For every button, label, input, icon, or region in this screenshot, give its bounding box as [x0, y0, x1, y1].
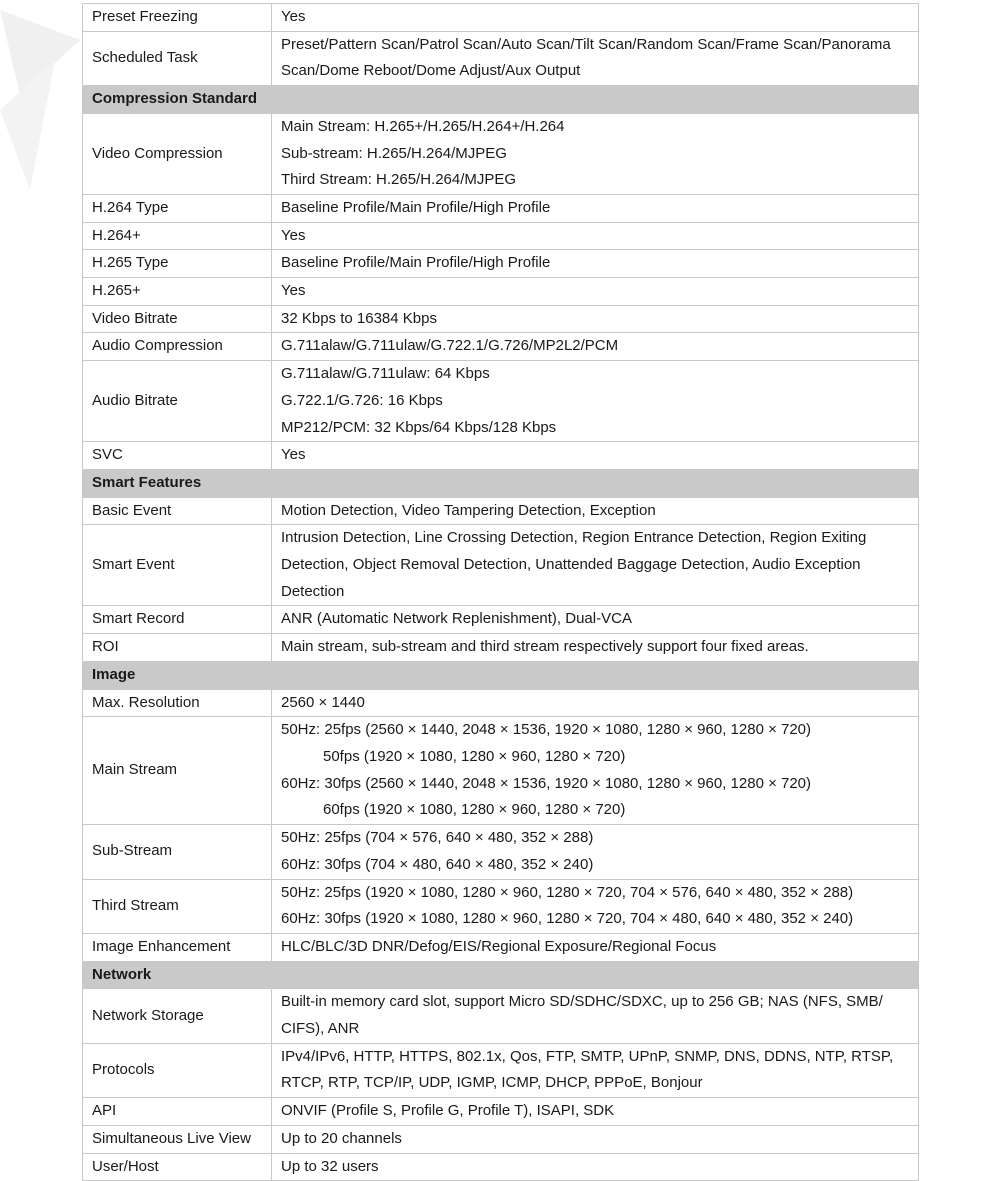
spec-label: Main Stream: [83, 717, 272, 825]
spec-row: [83, 4, 919, 32]
spec-row: [83, 825, 919, 879]
spec-value: [272, 1043, 919, 1097]
spec-value: [272, 989, 919, 1043]
spec-value-line: 32 Kbps to 16384 Kbps: [281, 309, 437, 327]
spec-value: [272, 1153, 919, 1181]
spec-row: [83, 333, 919, 361]
spec-value-line: Yes: [281, 446, 306, 464]
spec-value: [272, 305, 919, 333]
section-header: [83, 469, 919, 497]
spec-row: [83, 497, 919, 525]
spec-row: [83, 933, 919, 961]
spec-label: ROI: [83, 634, 272, 662]
spec-label: Network Storage: [83, 989, 272, 1043]
spec-value: [272, 879, 919, 933]
spec-value: [272, 31, 919, 85]
watermark-logo: [0, 0, 90, 200]
spec-value-line: Built-in memory card slot, support Micro SD/SDHC/SDXC, up to 256 GB; NAS (NFS, SMB/ CIFS), ANR: [281, 993, 883, 1038]
spec-table-body: [83, 4, 919, 1181]
spec-value: [272, 606, 919, 634]
section-title: Compression Standard: [83, 86, 919, 114]
spec-label: API: [83, 1098, 272, 1126]
spec-row: [83, 361, 919, 442]
spec-row: [83, 1153, 919, 1181]
spec-value-line: Up to 20 channels: [281, 1129, 402, 1147]
spec-row: [83, 879, 919, 933]
spec-value-line: Yes: [281, 226, 306, 244]
spec-value: [272, 525, 919, 606]
spec-value-line: 50fps (1920 × 1080, 1280 × 960, 1280 × 720): [323, 747, 626, 765]
spec-label: Video Compression: [83, 113, 272, 194]
spec-value: [272, 689, 919, 717]
spec-value: [272, 113, 919, 194]
spec-table: [82, 3, 919, 1181]
spec-value-line: 60fps (1920 × 1080, 1280 × 960, 1280 × 720): [323, 801, 626, 819]
spec-value-line: Baseline Profile/Main Profile/High Profile: [281, 254, 551, 272]
spec-value: [272, 497, 919, 525]
spec-row: [83, 606, 919, 634]
spec-value: [272, 1098, 919, 1126]
spec-value-line: ANR (Automatic Network Replenishment), Dual-VCA: [281, 610, 632, 628]
spec-value-line: Motion Detection, Video Tampering Detection, Exception: [281, 501, 656, 519]
section-header: [83, 961, 919, 989]
spec-value: [272, 933, 919, 961]
spec-row: [83, 634, 919, 662]
section-title: Smart Features: [83, 469, 919, 497]
spec-value-line: Main Stream: H.265+/H.265/H.264+/H.264: [281, 117, 565, 135]
spec-label: H.264 Type: [83, 194, 272, 222]
spec-row: [83, 250, 919, 278]
spec-label: H.264+: [83, 222, 272, 250]
spec-value-line: Intrusion Detection, Line Crossing Detection, Region Entrance Detection, Region Exiting Detection, Object Removal Detection, Unattended Baggage Detection, Audio Exception Detection: [281, 529, 867, 600]
spec-value: [272, 361, 919, 442]
spec-label: Basic Event: [83, 497, 272, 525]
spec-value-line: Yes: [281, 282, 306, 300]
spec-value-line: 60Hz: 30fps (1920 × 1080, 1280 × 960, 1280 × 720, 704 × 480, 640 × 480, 352 × 240): [281, 910, 854, 928]
spec-label: Max. Resolution: [83, 689, 272, 717]
spec-value-line: Up to 32 users: [281, 1157, 379, 1175]
spec-row: [83, 1043, 919, 1097]
spec-value-line: Preset/Pattern Scan/Patrol Scan/Auto Scan/Tilt Scan/Random Scan/Frame Scan/Panorama Scan/Dome Reboot/Dome Adjust/Aux Output: [281, 35, 891, 80]
spec-label: Simultaneous Live View: [83, 1125, 272, 1153]
spec-row: [83, 194, 919, 222]
spec-label: Image Enhancement: [83, 933, 272, 961]
spec-value-line: Yes: [281, 8, 306, 25]
spec-value: [272, 250, 919, 278]
spec-label: Video Bitrate: [83, 305, 272, 333]
spec-value: [272, 194, 919, 222]
spec-value-line: HLC/BLC/3D DNR/Defog/EIS/Regional Exposure/Regional Focus: [281, 937, 717, 955]
spec-label: User/Host: [83, 1153, 272, 1181]
spec-label: Sub-Stream: [83, 825, 272, 879]
spec-value-line: 2560 × 1440: [281, 693, 365, 711]
spec-label: Smart Event: [83, 525, 272, 606]
spec-value-line: MP212/PCM: 32 Kbps/64 Kbps/128 Kbps: [281, 418, 557, 436]
spec-value-line: 50Hz: 25fps (2560 × 1440, 2048 × 1536, 1920 × 1080, 1280 × 960, 1280 × 720): [281, 721, 812, 739]
spec-value: [272, 442, 919, 470]
spec-label: Audio Bitrate: [83, 361, 272, 442]
spec-value: [272, 4, 919, 32]
spec-value-line: 50Hz: 25fps (704 × 576, 640 × 480, 352 × 288): [281, 829, 594, 847]
spec-label: Audio Compression: [83, 333, 272, 361]
spec-row: [83, 717, 919, 825]
spec-row: [83, 989, 919, 1043]
spec-value: [272, 222, 919, 250]
spec-value-line: Third Stream: H.265/H.264/MJPEG: [281, 171, 517, 189]
spec-row: [83, 442, 919, 470]
section-header: [83, 661, 919, 689]
spec-value-line: G.711alaw/G.711ulaw: 64 Kbps: [281, 365, 490, 383]
spec-row: [83, 113, 919, 194]
spec-value: [272, 717, 919, 825]
spec-label: Third Stream: [83, 879, 272, 933]
spec-label: Preset Freezing: [83, 4, 272, 32]
spec-value-line: G.722.1/G.726: 16 Kbps: [281, 391, 443, 409]
spec-value-line: Main stream, sub-stream and third stream respectively support four fixed areas.: [281, 638, 809, 656]
section-title: Image: [83, 661, 919, 689]
spec-row: [83, 1125, 919, 1153]
spec-label: Smart Record: [83, 606, 272, 634]
spec-row: [83, 305, 919, 333]
spec-row: [83, 525, 919, 606]
spec-value-line: 60Hz: 30fps (704 × 480, 640 × 480, 352 × 240): [281, 855, 594, 873]
spec-value: [272, 825, 919, 879]
spec-value: [272, 333, 919, 361]
spec-value-line: 50Hz: 25fps (1920 × 1080, 1280 × 960, 1280 × 720, 704 × 576, 640 × 480, 352 × 288): [281, 883, 854, 901]
spec-label: H.265+: [83, 278, 272, 306]
spec-row: [83, 31, 919, 85]
spec-value-line: Baseline Profile/Main Profile/High Profile: [281, 198, 551, 216]
spec-row: [83, 689, 919, 717]
spec-row: [83, 222, 919, 250]
spec-label: Scheduled Task: [83, 31, 272, 85]
spec-label: Protocols: [83, 1043, 272, 1097]
section-title: Network: [83, 961, 919, 989]
section-header: [83, 86, 919, 114]
spec-value-line: Sub-stream: H.265/H.264/MJPEG: [281, 144, 507, 162]
spec-label: H.265 Type: [83, 250, 272, 278]
spec-value-line: ONVIF (Profile S, Profile G, Profile T), ISAPI, SDK: [281, 1102, 615, 1120]
spec-value: [272, 1125, 919, 1153]
spec-row: [83, 278, 919, 306]
spec-value: [272, 634, 919, 662]
spec-value-line: IPv4/IPv6, HTTP, HTTPS, 802.1x, Qos, FTP, SMTP, UPnP, SNMP, DNS, DDNS, NTP, RTSP, RTCP, RTP, TCP/IP, UDP, IGMP, ICMP, DHCP, PPPoE, Bonjour: [281, 1047, 894, 1092]
spec-value-line: G.711alaw/G.711ulaw/G.722.1/G.726/MP2L2/PCM: [281, 337, 619, 355]
spec-label: SVC: [83, 442, 272, 470]
spec-row: [83, 1098, 919, 1126]
spec-value-line: 60Hz: 30fps (2560 × 1440, 2048 × 1536, 1920 × 1080, 1280 × 960, 1280 × 720): [281, 774, 812, 792]
spec-value: [272, 278, 919, 306]
